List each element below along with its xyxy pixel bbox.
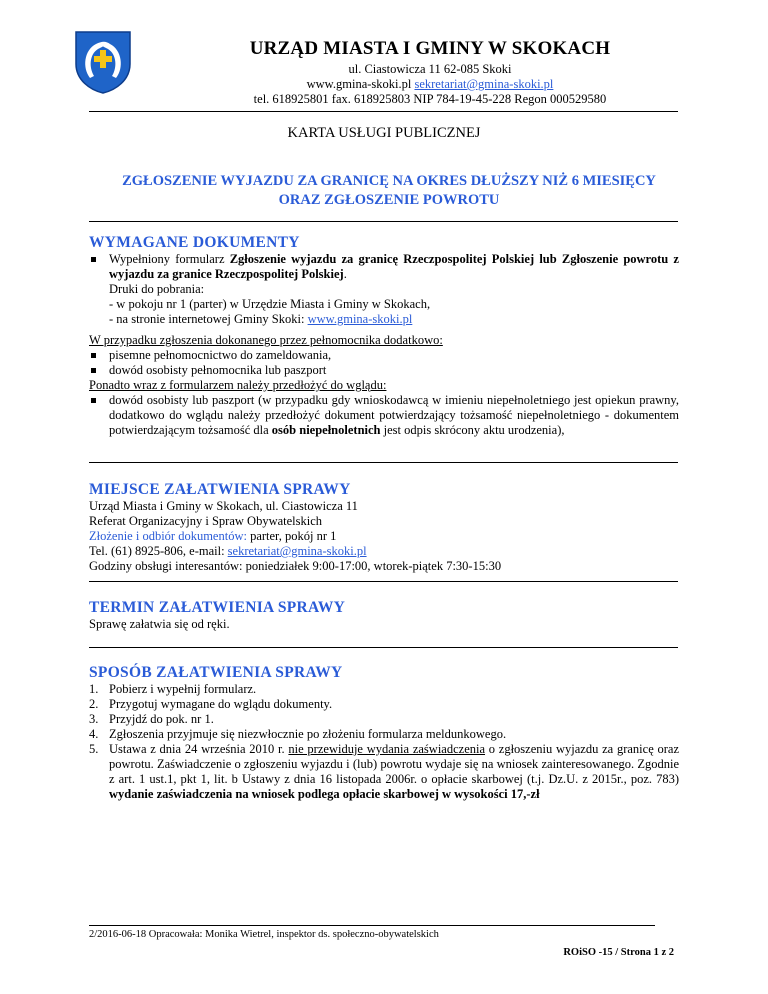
item-text: Pobierz i wypełnij formularz. (109, 682, 257, 696)
item-text: o zgłoszeniu wyjazdu za granicę oraz powrotu. Zaświadczenie o zgłoszeniu wyjazdu i (lub) powrotu wydaje się na wniosek zainteresowanego. Zgodnie z art. 1 ust.1, pkt 1, lit. b Ustawy z dnia 16 listopada 2006r. o opłacie skarbowej (t.j. Dz.U. z 2015r., poz. 783) (109, 742, 680, 786)
phone-text: Tel. (61) 8925-806, e-mail: (89, 544, 228, 558)
item-text: dowód osobisty lub paszport (w przypadku gdy wnioskodawcą w imieniu niepełnoletniego jest opiekun prawny, dodatkowo do wglądu należy przedłożyć dokument potwierdzający tożsamość niepełnoletniego - dokumentem potwierdzającym tożsamość dla (109, 393, 679, 437)
additional-list (89, 393, 679, 438)
place-details (89, 499, 679, 574)
item-number: 3. (89, 712, 99, 726)
deadline-text: Sprawę załatwia się od ręki. (89, 617, 230, 631)
item-text: Zgłoszenia przyjmuje się niezwłocznie po złożeniu formularza meldunkowego. (109, 727, 507, 741)
place-department: Referat Organizacyjny i Spraw Obywatelskich (89, 514, 323, 528)
section-heading: SPOSÓB ZAŁATWIENIA SPRAWY (89, 664, 343, 681)
item-bold: osób niepełnoletnich (271, 423, 381, 437)
footer-divider (89, 925, 655, 926)
place-address: Urząd Miasta i Gminy w Skokach, ul. Ciastowicza 11 (89, 499, 358, 513)
email-link[interactable]: sekretariat@gmina-skoki.pl (414, 77, 554, 91)
coat-of-arms-icon (74, 30, 132, 94)
document-title-line2: ORAZ ZGŁOSZENIE POWROTU (278, 192, 500, 208)
list-item (89, 252, 679, 327)
proxy-list (89, 348, 679, 378)
header-divider (89, 111, 678, 112)
item-underlined: nie przewiduje wydania zaświadczenia (288, 742, 486, 756)
section-place (89, 481, 679, 574)
office-name: URZĄD MIASTA I GMINY W SKOKACH (249, 38, 611, 59)
item-text: . (343, 267, 347, 281)
section-heading: MIEJSCE ZAŁATWIENIA SPRAWY (89, 481, 351, 498)
section-procedure (89, 664, 679, 802)
room-label: Złożenie i odbiór dokumentów: (89, 529, 247, 543)
place-phone (89, 544, 679, 559)
card-label: KARTA USŁUGI PUBLICZNEJ (287, 125, 481, 141)
page-number: ROiSO -15 / Strona 1 z 2 (563, 947, 674, 958)
section-divider (89, 221, 678, 222)
item-text: jest odpis skrócony aktu urodzenia), (380, 423, 565, 437)
list-item (89, 727, 679, 742)
form-name: Zgłoszenie wyjazdu za granicę Rzeczpospolitej Polskiej lub Zgłoszenie powrotu z wyjazdu za granice Rzeczpospolitej Polskiej (109, 252, 679, 281)
website-text: www.gmina-skoki.pl (306, 77, 412, 91)
list-item: dowód osobisty pełnomocnika lub paszport (89, 363, 679, 378)
room-value: parter, pokój nr 1 (246, 529, 337, 543)
list-item (89, 742, 679, 802)
document-title-line1: ZGŁOSZENIE WYJAZDU ZA GRANICĘ NA OKRES DŁUŻSZY NIŻ 6 MIESIĘCY (122, 173, 656, 189)
downloads-office: - w pokoju nr 1 (parter) w Urzędzie Miasta i Gminy w Skokach, (109, 297, 431, 311)
required-list (89, 252, 679, 327)
downloads-web: - na stronie internetowej Gminy Skoki: (109, 312, 308, 326)
website-link[interactable]: www.gmina-skoki.pl (307, 312, 413, 326)
item-bold: wydanie zaświadczenia na wniosek podlega opłacie skarbowej w wysokości 17,-zł (109, 787, 540, 801)
item-number: 1. (89, 682, 99, 696)
downloads-label: Druki do pobrania: (109, 282, 205, 296)
item-number: 5. (89, 742, 99, 756)
section-divider (89, 647, 678, 648)
item-number: 2. (89, 697, 99, 711)
office-contact: tel. 618925801 fax. 618925803 NIP 784-19-45-228 Regon 000529580 (253, 92, 607, 106)
section-heading: TERMIN ZAŁATWIENIA SPRAWY (89, 599, 346, 616)
item-text: Przygotuj wymagane do wglądu dokumenty. (109, 697, 333, 711)
office-address: ul. Ciastowicza 11 62-085 Skoki (348, 62, 512, 76)
office-web-email (170, 77, 690, 92)
email-link[interactable]: sekretariat@gmina-skoki.pl (227, 544, 367, 558)
section-required-documents (89, 234, 679, 438)
additional-heading: Ponadto wraz z formularzem należy przedłożyć do wglądu: (89, 378, 387, 392)
list-item (89, 393, 679, 438)
item-number: 4. (89, 727, 99, 741)
list-item (89, 682, 679, 697)
item-text: Ustawa z dnia 24 września 2010 r. (109, 742, 289, 756)
section-deadline (89, 599, 679, 632)
document-title (89, 172, 689, 210)
list-item (89, 712, 679, 727)
list-item: pisemne pełnomocnictwo do zameldowania, (89, 348, 679, 363)
section-heading: WYMAGANE DOKUMENTY (89, 234, 300, 251)
proxy-heading: W przypadku zgłoszenia dokonanego przez pełnomocnika dodatkowo: (89, 333, 443, 347)
place-room (89, 529, 679, 544)
footer-author: 2/2016-06-18 Opracowała: Monika Wietrel, inspektor ds. społeczno-obywatelskich (89, 929, 439, 940)
item-text: Przyjdź do pok. nr 1. (109, 712, 214, 726)
proxy-block (89, 333, 679, 438)
list-item (89, 697, 679, 712)
opening-hours: Godziny obsługi interesantów: poniedziałek 9:00-17:00, wtorek-piątek 7:30-15:30 (89, 559, 502, 573)
section-divider (89, 581, 678, 582)
section-divider (89, 462, 678, 463)
procedure-list (89, 682, 679, 802)
item-text: Wypełniony formularz (109, 252, 230, 266)
